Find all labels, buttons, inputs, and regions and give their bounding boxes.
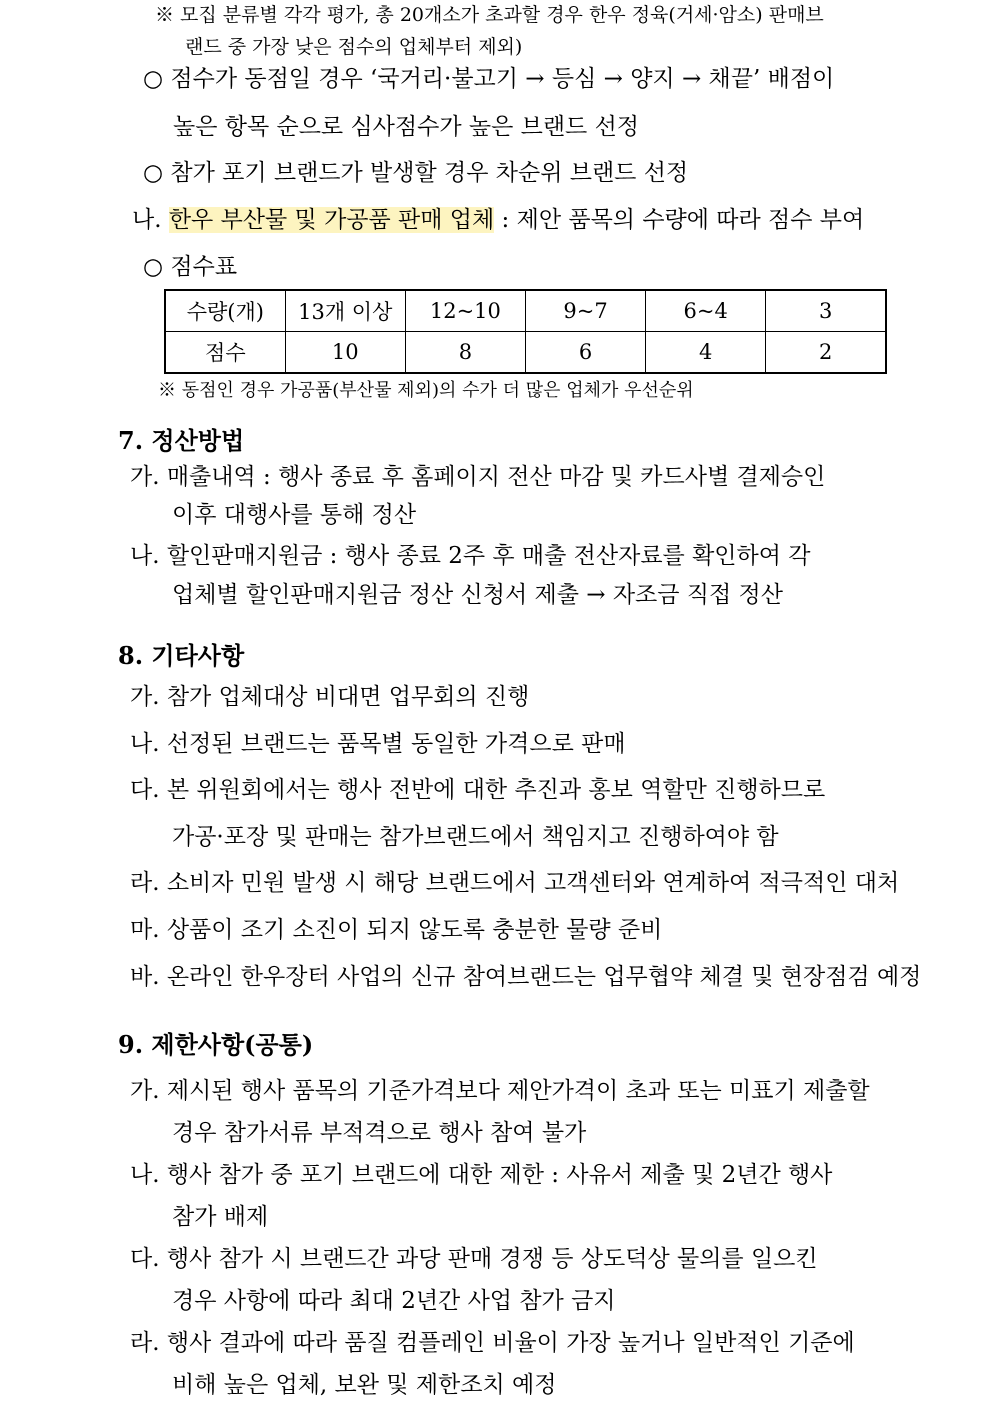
table-cell: 수량(개) — [165, 290, 285, 332]
tie-rule-line1: ○ 점수가 동점일 경우 ‘국거리·불고기 → 등심 → 양지 → 채끝’ 배점이 — [143, 66, 835, 92]
section-7-title: 7. 정산방법 — [118, 426, 245, 455]
table-cell: 4 — [646, 332, 766, 374]
s8-item-da-line1: 다. 본 위원회에서는 행사 전반에 대한 추진과 홍보 역할만 진행하므로 — [130, 777, 826, 803]
selection-note-line1: ※ 모집 분류별 각각 평가, 총 20개소가 초과할 경우 한우 정육(거세·암소) 판매브 — [155, 4, 824, 26]
table-cell: 12~10 — [405, 290, 525, 332]
tie-rule-line2: 높은 항목 순으로 심사점수가 높은 브랜드 선정 — [173, 114, 640, 140]
item-na-highlight: 한우 부산물 및 가공품 판매 업체 — [168, 207, 495, 233]
score-table-caption: ○ 점수표 — [143, 254, 238, 280]
giveup-rule: ○ 참가 포기 브랜드가 발생할 경우 차순위 브랜드 선정 — [143, 160, 689, 186]
table-cell: 점수 — [165, 332, 285, 374]
table-cell: 8 — [405, 332, 525, 374]
table-cell: 13개 이상 — [285, 290, 405, 332]
selection-note-line2: 랜드 중 가장 낮은 점수의 업체부터 제외) — [185, 36, 523, 58]
s9-item-da-line2: 경우 사항에 따라 최대 2년간 사업 참가 금지 — [172, 1288, 616, 1314]
table-cell: 6 — [525, 332, 645, 374]
item-na-byproducts — [132, 205, 864, 235]
table-cell: 6~4 — [646, 290, 766, 332]
s7-item-ga-line2: 이후 대행사를 통해 정산 — [172, 502, 417, 528]
section-8-title: 8. 기타사항 — [118, 641, 245, 670]
s8-item-ba: 바. 온라인 한우장터 사업의 신규 참여브랜드는 업무협약 체결 및 현장점검 예정 — [130, 964, 922, 990]
s7-item-ga-line1: 가. 매출내역 : 행사 종료 후 홈페이지 전산 마감 및 카드사별 결제승인 — [130, 464, 826, 490]
s9-item-na-line1: 나. 행사 참가 중 포기 브랜드에 대한 제한 : 사유서 제출 및 2년간 행사 — [130, 1162, 833, 1188]
s9-item-ra-line2: 비해 높은 업체, 보완 및 제한조치 예정 — [172, 1372, 557, 1398]
table-cell: 3 — [766, 290, 886, 332]
section-9-title: 9. 제한사항(공통) — [118, 1030, 314, 1059]
s8-item-ma: 마. 상품이 조기 소진이 되지 않도록 충분한 물량 준비 — [130, 917, 663, 943]
item-na-prefix: 나. — [132, 207, 162, 233]
s9-item-ga-line2: 경우 참가서류 부적격으로 행사 참여 불가 — [172, 1120, 587, 1146]
s9-item-ga-line1: 가. 제시된 행사 품목의 기준가격보다 제안가격이 초과 또는 미표기 제출할 — [130, 1078, 870, 1104]
s9-item-da-line1: 다. 행사 참가 시 브랜드간 과당 판매 경쟁 등 상도덕상 물의를 일으킨 — [130, 1246, 818, 1272]
s9-item-ra-line1: 라. 행사 결과에 따라 품질 컴플레인 비율이 가장 높거나 일반적인 기준에 — [130, 1330, 855, 1356]
table-cell: 2 — [766, 332, 886, 374]
score-table-header-row — [165, 290, 886, 332]
table-note: ※ 동점인 경우 가공품(부산물 제외)의 수가 더 많은 업체가 우선순위 — [158, 380, 694, 401]
s8-item-da-line2: 가공·포장 및 판매는 참가브랜드에서 책임지고 진행하여야 함 — [172, 824, 779, 850]
s7-item-na-line1: 나. 할인판매지원금 : 행사 종료 2주 후 매출 전산자료를 확인하여 각 — [130, 543, 811, 569]
item-na-rest: : 제안 품목의 수량에 따라 점수 부여 — [501, 207, 865, 233]
table-cell: 10 — [285, 332, 405, 374]
score-table — [164, 289, 887, 374]
s7-item-na-line2: 업체별 할인판매지원금 정산 신청서 제출 → 자조금 직접 정산 — [172, 582, 783, 608]
s8-item-ra: 라. 소비자 민원 발생 시 해당 브랜드에서 고객센터와 연계하여 적극적인 대처 — [130, 870, 900, 896]
s8-item-na: 나. 선정된 브랜드는 품목별 동일한 가격으로 판매 — [130, 731, 626, 757]
s9-item-na-line2: 참가 배제 — [172, 1204, 269, 1230]
score-table-row — [165, 332, 886, 374]
s8-item-ga: 가. 참가 업체대상 비대면 업무회의 진행 — [130, 684, 530, 710]
table-cell: 9~7 — [525, 290, 645, 332]
